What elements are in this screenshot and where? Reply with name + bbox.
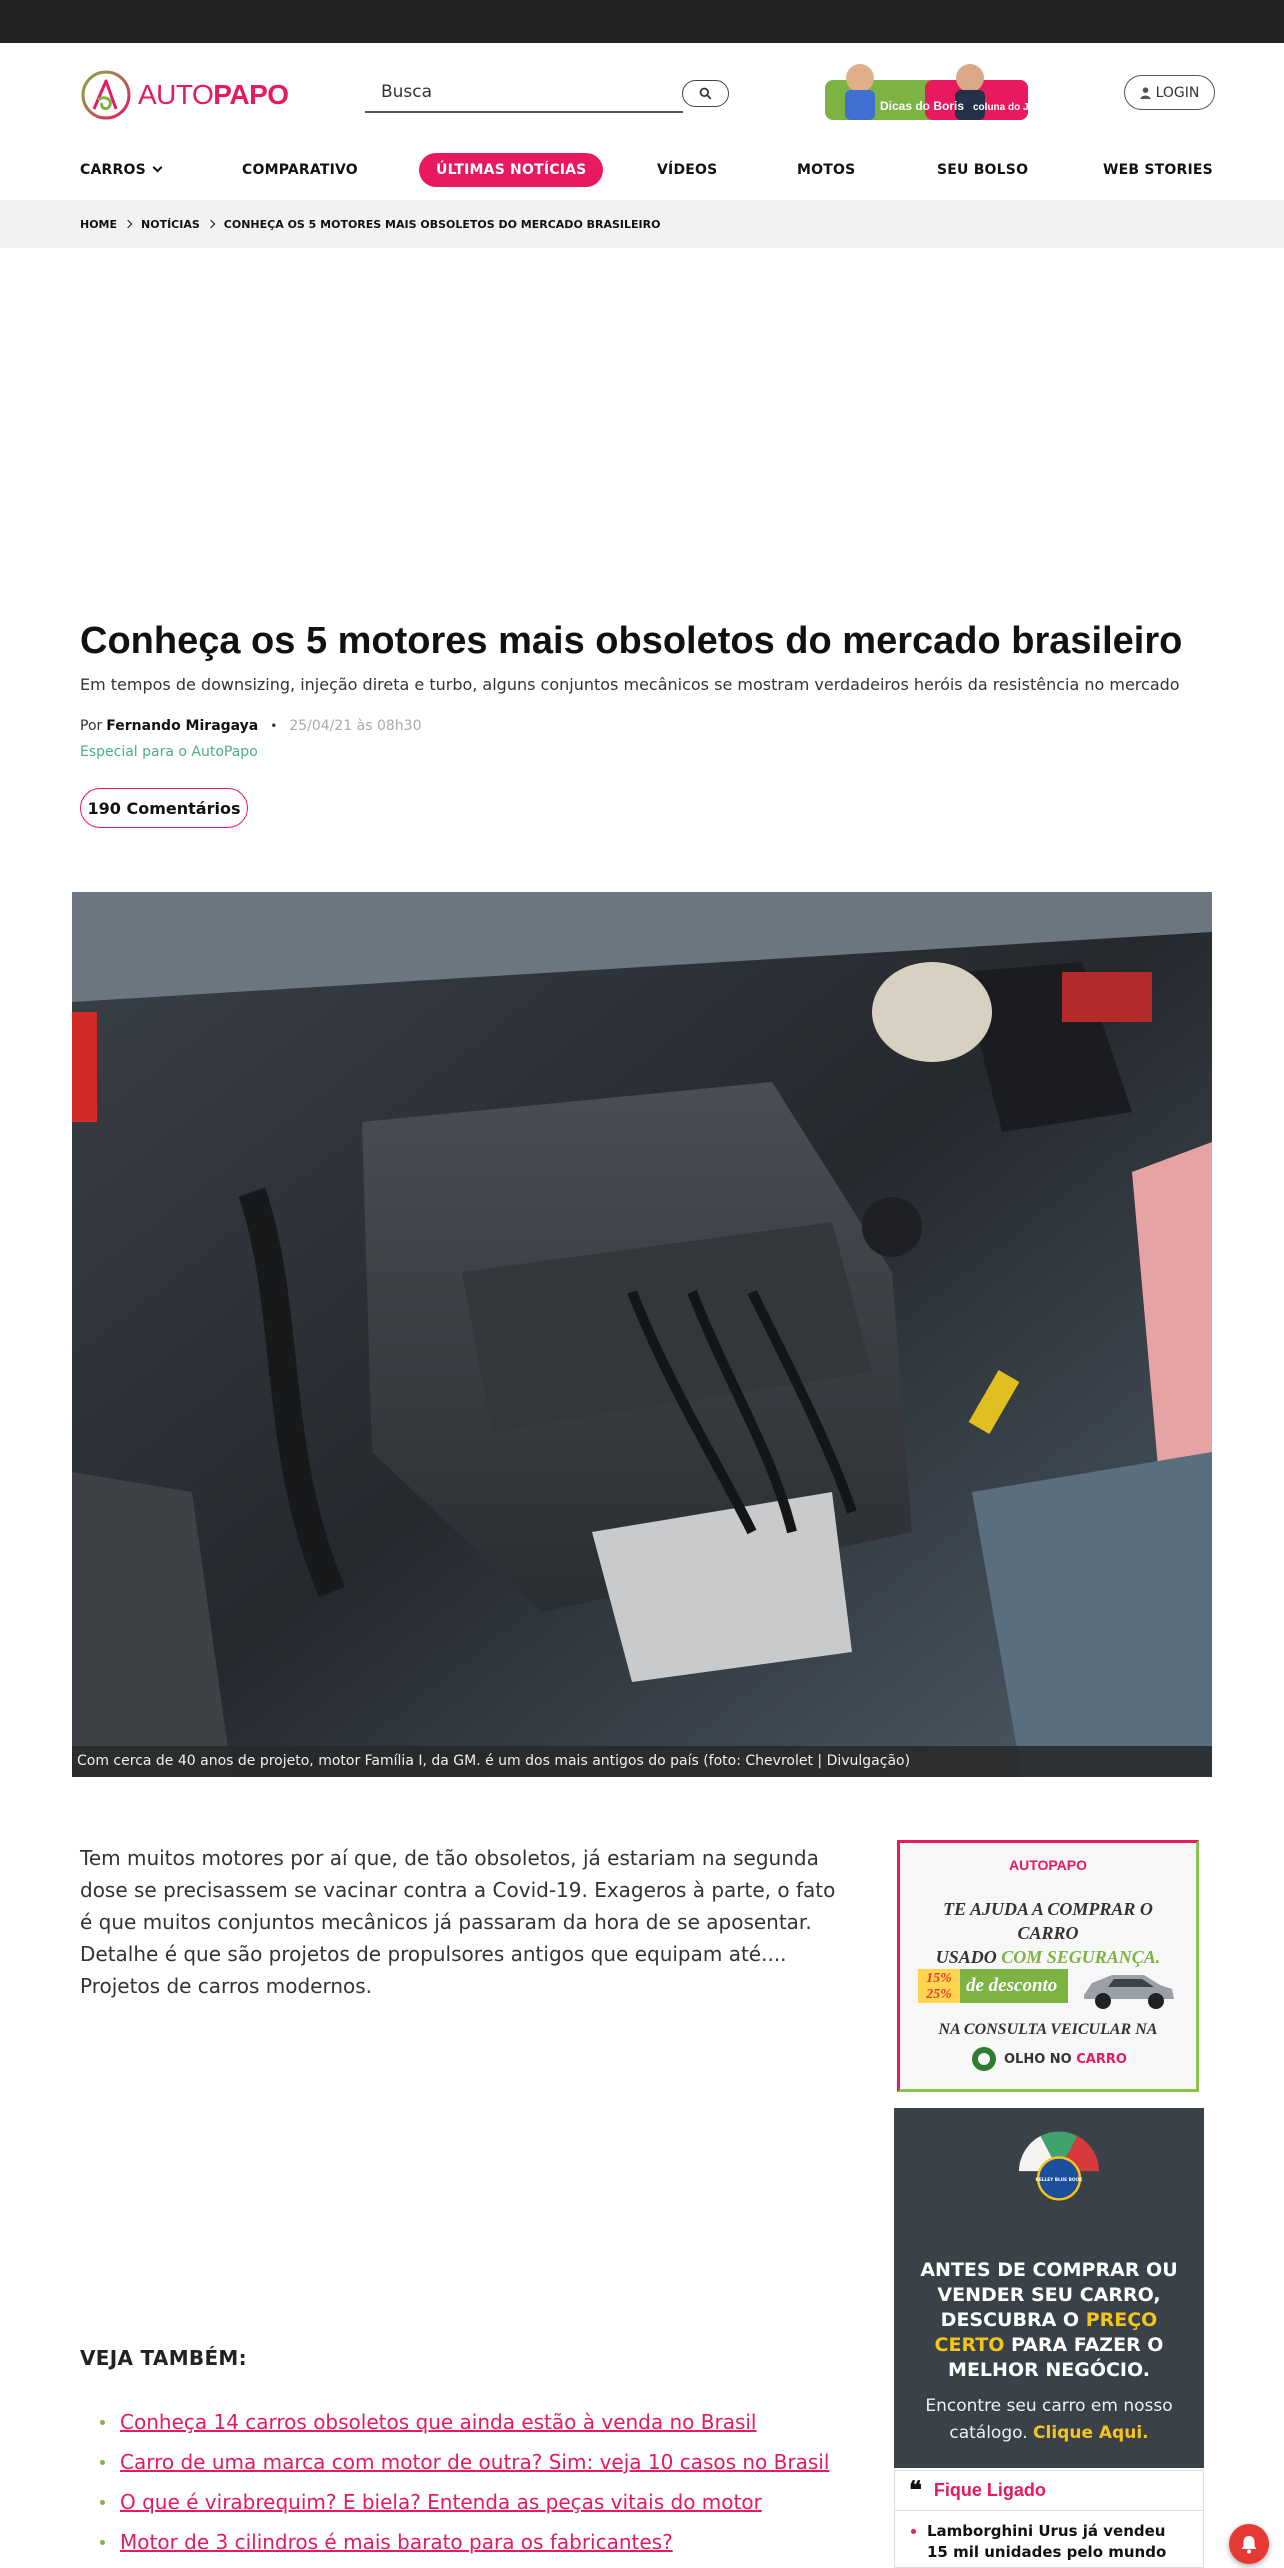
kbb-seal-text: KELLEY BLUE BOOK — [1035, 2177, 1083, 2183]
list-item — [80, 2445, 860, 2485]
list-item — [80, 2485, 860, 2525]
promo-label-boris: Dicas do Boris — [880, 99, 965, 113]
ad-subline: NA CONSULTA VEICULAR NA — [938, 2021, 1158, 2038]
notification-bell-button[interactable] — [1229, 2524, 1269, 2564]
list-item — [80, 2525, 860, 2565]
breadcrumb — [0, 200, 1284, 248]
chevron-right-icon — [207, 220, 215, 228]
ad-percent: 15% 25% — [918, 1969, 960, 2003]
see-also-link[interactable]: Carro de uma marca com motor de outra? Sim: veja 10 casos no Brasil — [120, 2450, 830, 2474]
nav-label: CARROS — [80, 162, 146, 178]
publish-date: 25/04/21 às 08h30 — [289, 718, 422, 734]
fique-ligado-item[interactable]: Lamborghini Urus já vendeu 15 mil unidades pelo mundo — [895, 2511, 1203, 2563]
see-also-link[interactable]: O que é virabrequim? E biela? Entenda as peças vitais do motor — [120, 2490, 762, 2514]
article-hero-image[interactable] — [72, 892, 1212, 1777]
olho-no-carro-ad[interactable] — [897, 1840, 1199, 2092]
fique-ligado-widget — [894, 2470, 1204, 2568]
site-header — [0, 43, 1284, 143]
list-item — [80, 2405, 860, 2445]
breadcrumb-section[interactable]: NOTÍCIAS — [141, 217, 200, 231]
fique-ligado-heading: ❝ Fique Ligado — [895, 2471, 1203, 2511]
kbb-price-ad[interactable] — [894, 2108, 1204, 2468]
login-button[interactable] — [1124, 75, 1215, 110]
car-icon — [1078, 1961, 1178, 2011]
byline-prefix: Por — [80, 718, 103, 734]
user-icon — [1140, 87, 1151, 99]
ad-discount-badge: de desconto — [918, 1969, 1068, 2003]
breadcrumb-current: CONHEÇA OS 5 MOTORES MAIS OBSOLETOS DO MERCADO BRASILEIRO — [223, 217, 661, 231]
image-caption: Com cerca de 40 anos de projeto, motor Família I, da GM. é um dos mais antigos do país (foto: Chevrolet | Divulgação) — [72, 1746, 1212, 1777]
logo-wordmark: AUTOPAPO — [138, 79, 289, 110]
ad-logo: AUTOPAPO — [1008, 1857, 1088, 1873]
breadcrumb-home[interactable]: HOME — [80, 217, 118, 231]
article-special-note: Especial para o AutoPapo — [80, 744, 258, 760]
see-also-list — [80, 2405, 860, 2565]
search-input[interactable] — [365, 75, 645, 109]
nav-item-seu-bolso[interactable]: SEU BOLSO — [937, 162, 1029, 178]
bell-icon — [1240, 2534, 1258, 2554]
author-link[interactable]: Fernando Miragaya — [106, 718, 259, 734]
top-bar — [0, 0, 1284, 43]
see-also-link[interactable]: Motor de 3 cilindros é mais barato para os fabricantes? — [120, 2530, 673, 2554]
eye-icon — [972, 2047, 996, 2071]
quote-icon: ❝ — [909, 2477, 922, 2504]
article-title: Conheça os 5 motores mais obsoletos do mercado brasileiro — [80, 620, 1183, 662]
ad-headline: ANTES DE COMPRAR OU VENDER SEU CARRO, DESCUBRA O PREÇO CERTO PARA FAZER O MELHOR NEGÓCIO. — [920, 2259, 1178, 2381]
see-also-link[interactable]: Conheça 14 carros obsoletos que ainda estão à venda no Brasil — [120, 2410, 757, 2434]
article-intro: Tem muitos motores por aí que, de tão obsoletos, já estariam na segunda dose se precisassem se vacinar contra a Covid-19. Exageros à parte, o fato é que muitos conjuntos mecânicos já passaram da hora de se aposentar. Detalhe é que são projetos de propulsores antigos que equipam até.... Projetos de carros modernos. — [80, 1846, 836, 1998]
byline-separator: • — [270, 719, 278, 733]
nav-item-ultimas-noticias[interactable]: ÚLTIMAS NOTÍCIAS — [419, 153, 603, 187]
click-here-link[interactable]: Clique Aqui. — [1033, 2423, 1149, 2443]
nav-item-comparativo[interactable]: COMPARATIVO — [242, 162, 358, 178]
columnists-promo-banner[interactable] — [825, 60, 1059, 124]
nav-item-web-stories[interactable]: WEB STORIES — [1103, 162, 1213, 178]
nav-item-motos[interactable]: MOTOS — [797, 162, 856, 178]
main-nav — [0, 143, 1284, 199]
promo-label-jeremy: coluna do Jeremy — [973, 102, 1059, 113]
article-byline — [80, 718, 421, 734]
chevron-down-icon — [152, 163, 162, 173]
article-subtitle: Em tempos de downsizing, injeção direta e turbo, alguns conjuntos mecânicos se mostram verdadeiros heróis da resistência no mercado — [80, 675, 1180, 694]
site-logo[interactable] — [80, 69, 289, 121]
ad-footer: Encontre seu carro em nosso catálogo. Clique Aqui. — [925, 2396, 1173, 2443]
price-gauge-icon — [989, 2128, 1129, 2208]
search-box — [365, 75, 683, 113]
ad-headline: TE AJUDA A COMPRAR O CARRO USADO COM SEGURANÇA. — [935, 1899, 1161, 1967]
login-label: LOGIN — [1155, 84, 1200, 101]
nav-item-videos[interactable]: VÍDEOS — [657, 162, 718, 178]
chevron-right-icon — [124, 220, 132, 228]
see-also-heading: VEJA TAMBÉM: — [80, 2346, 247, 2370]
olho-no-carro-logo: OLHO NO CARRO — [972, 2047, 1127, 2071]
search-icon — [699, 87, 712, 100]
search-button[interactable] — [682, 80, 729, 107]
autopapo-logo-icon — [80, 69, 132, 121]
nav-item-carros[interactable] — [80, 153, 161, 187]
comments-button[interactable]: 190 Comentários — [80, 788, 248, 828]
